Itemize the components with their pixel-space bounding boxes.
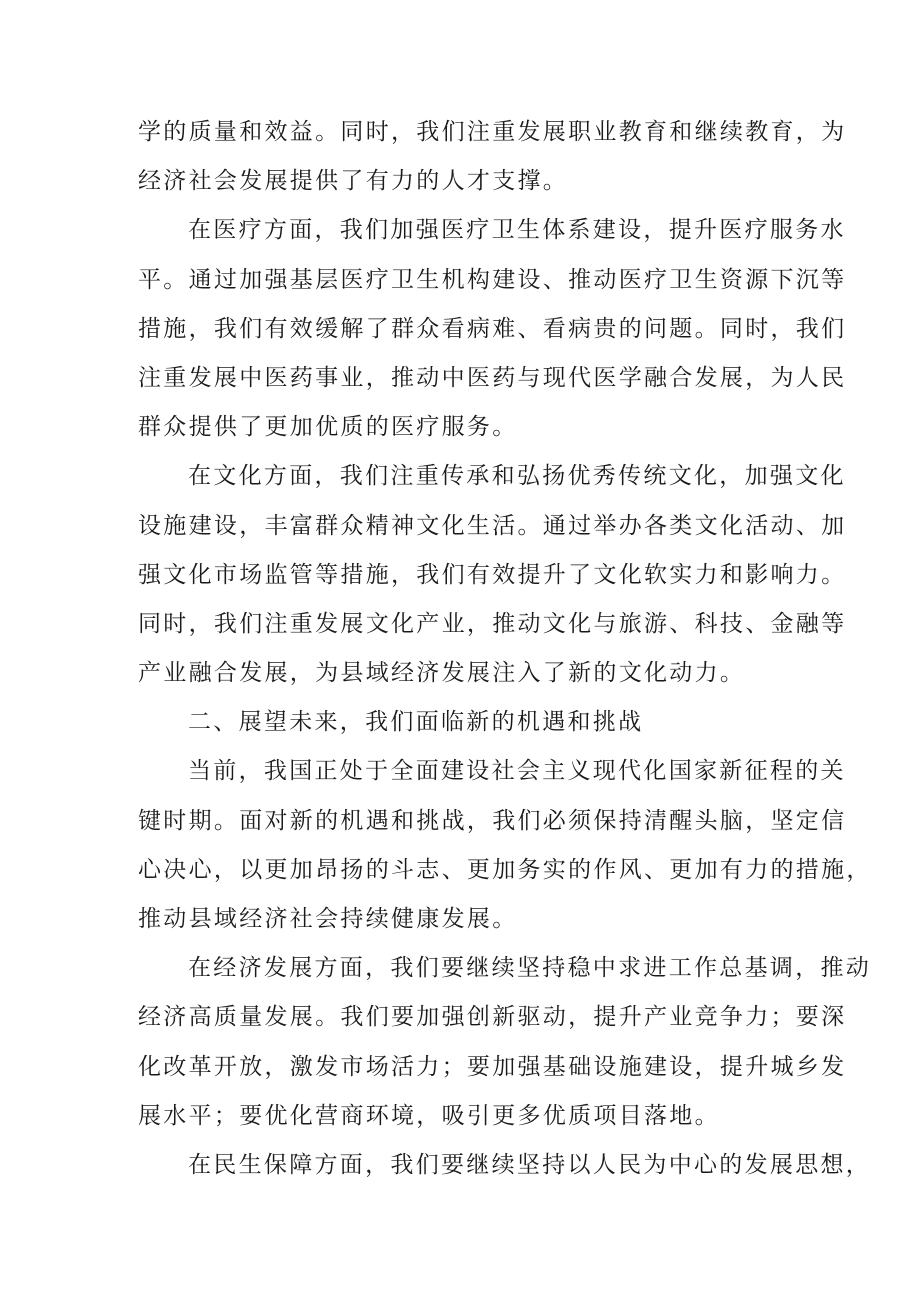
paragraph-line: 注重发展中医药事业，推动中医药与现代医学融合发展，为人民 xyxy=(138,364,847,391)
paragraph-line: 在文化方面，我们注重传承和弘扬优秀传统文化，加强文化 xyxy=(188,463,846,490)
paragraph-line: 措施，我们有效缓解了群众看病难、看病贵的问题。同时，我们 xyxy=(138,315,847,342)
section-heading: 二、展望未来，我们面临新的机遇和挑战 xyxy=(188,709,644,736)
paragraph-line: 在医疗方面，我们加强医疗卫生体系建设，提升医疗服务水 xyxy=(188,217,846,244)
paragraph-line: 产业融合发展，为县域经济发展注入了新的文化动力。 xyxy=(138,660,746,687)
paragraph-line: 群众提供了更加优质的医疗服务。 xyxy=(138,414,518,441)
paragraph-line: 推动县域经济社会持续健康发展。 xyxy=(138,906,518,932)
paragraph-line: 设施建设，丰富群众精神文化生活。通过举办各类文化活动、加 xyxy=(138,512,847,539)
paragraph-line: 化改革开放，激发市场活力；要加强基础设施建设，提升城乡发 xyxy=(138,1053,847,1080)
paragraph-line: 同时，我们注重发展文化产业，推动文化与旅游、科技、金融等 xyxy=(138,610,847,637)
paragraph-line: 平。通过加强基层医疗卫生机构建设、推动医疗卫生资源下沉等 xyxy=(138,266,847,293)
paragraph-line: 学的质量和效益。同时，我们注重发展职业教育和继续教育，为 xyxy=(138,119,847,145)
paragraph-line: 心决心，以更加昂扬的斗志、更加务实的作风、更加有力的措施， xyxy=(138,856,872,883)
paragraph-line: 当前，我国正处于全面建设社会主义现代化国家新征程的关 xyxy=(188,758,846,785)
paragraph-line: 经济高质量发展。我们要加强创新驱动，提升产业竞争力；要深 xyxy=(138,1004,847,1031)
paragraph-line: 键时期。面对新的机遇和挑战，我们必须保持清醒头脑，坚定信 xyxy=(138,807,847,834)
paragraph-line: 展水平；要优化营商环境，吸引更多优质项目落地。 xyxy=(138,1102,720,1129)
paragraph-line: 强文化市场监管等措施，我们有效提升了文化软实力和影响力。 xyxy=(138,561,847,588)
paragraph-line: 在民生保障方面，我们要继续坚持以人民为中心的发展思想， xyxy=(188,1151,872,1178)
paragraph-line: 经济社会发展提供了有力的人才支撑。 xyxy=(138,168,569,195)
paragraph-line: 在经济发展方面，我们要继续坚持稳中求进工作总基调，推动 xyxy=(188,955,872,982)
document-body xyxy=(138,108,872,1190)
